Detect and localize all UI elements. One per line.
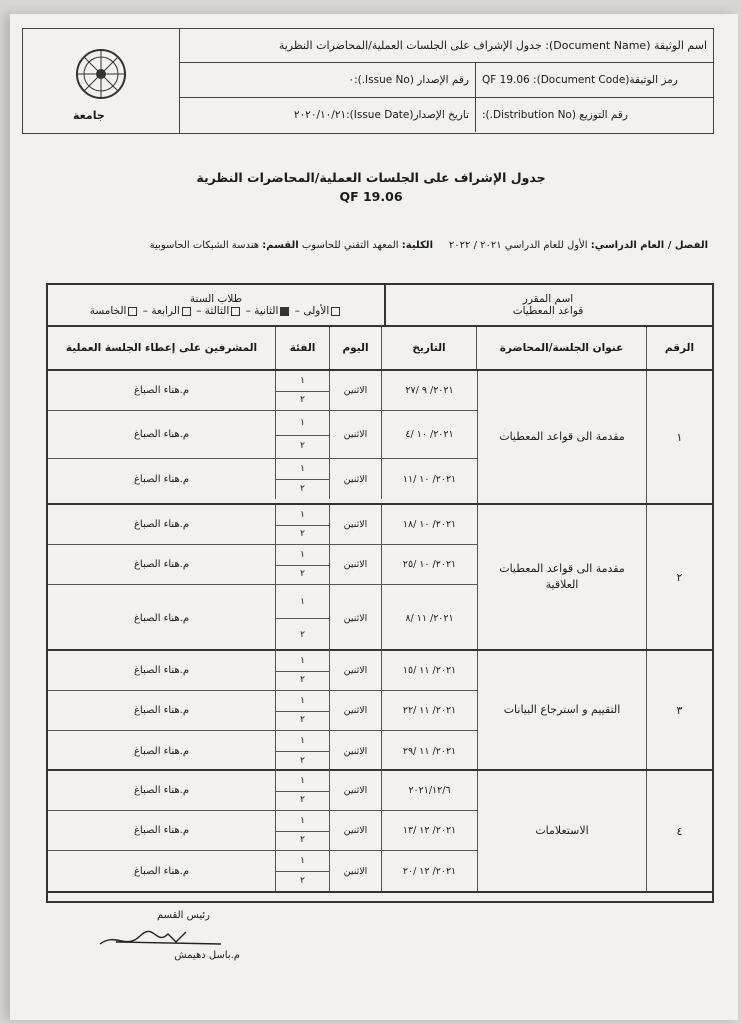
group-1: ١ [276, 731, 329, 752]
col-day: اليوم [330, 327, 382, 369]
day-cell: الاثنين [330, 411, 382, 458]
year-option-label: الثانية [254, 305, 279, 317]
date-cell: ٢٠٢١/ ١٠ /١١ [402, 473, 457, 485]
supervisor-cell: م.هناء الصباغ [48, 771, 276, 810]
checkbox-icon [128, 307, 137, 316]
date-cell: ٢٠٢١/ ١٢ /١٣ [402, 825, 457, 836]
group-1: ١ [276, 691, 329, 712]
separator: – [242, 305, 255, 317]
group-cell [276, 851, 330, 891]
course-cell [384, 285, 712, 325]
year-option-label: الأولى [303, 305, 330, 317]
table-row [48, 585, 477, 651]
date-cell: ٢٠٢١/ ١٠ /٤ [405, 429, 454, 440]
group-cell [276, 771, 330, 810]
year-option-label: الرابعة [151, 305, 180, 317]
table-row [48, 651, 477, 691]
supervisor-cell: م.هناء الصباغ [48, 691, 276, 730]
table-row [48, 811, 477, 851]
group-2: ٢ [300, 395, 305, 406]
dept-label: القسم: [262, 240, 299, 251]
col-group: الفئة [276, 327, 330, 369]
day-cell: الاثنين [330, 811, 382, 850]
day-cell: الاثنين [330, 851, 382, 891]
date-cell: ٢٠٢١/ ١١ /٢٢ [402, 705, 457, 716]
course-info-line [150, 240, 708, 251]
group-2: ٢ [300, 529, 305, 540]
topic-cell: مقدمة الى قواعد المعطيات [477, 371, 647, 503]
group-1: ١ [276, 459, 329, 480]
date-cell: ٢٠٢١/ ١٢ /٢٠ [402, 865, 457, 877]
day-cell: الاثنين [330, 545, 382, 584]
dept-value: هندسة الشبكات الحاسوبية [149, 240, 260, 251]
group-cell [276, 691, 330, 730]
issue-date: تاريخ الإصدار(Issue Date):٢٠٢٠/١٠/٢١ [180, 98, 476, 132]
document-header [22, 28, 714, 134]
checkbox-icon [231, 307, 240, 316]
group-cell [276, 651, 330, 690]
table-row [48, 371, 477, 411]
doc-code: رمز الوثيقة(Document Code): QF 19.06 [482, 74, 678, 86]
year-option-label: الخامسة [89, 305, 127, 317]
group-2: ٢ [300, 569, 305, 580]
col-date: التاريخ [382, 327, 477, 369]
day-cell: الاثنين [330, 371, 382, 410]
year-options [90, 305, 343, 317]
row-number: ٤ [676, 824, 683, 838]
date-cell: ٢٠٢١/ ١٠ /٢٥ [402, 559, 457, 570]
date-cell: ٢٠٢١/ ١١ /٢٩ [402, 745, 457, 757]
supervisor-cell: م.هناء الصباغ [48, 811, 276, 850]
group-2: ٢ [300, 835, 305, 846]
topic-cell: مقدمة الى قواعد المعطيات العلاقية [477, 505, 647, 649]
logo-text: جامعة [73, 109, 105, 122]
separator: – [139, 305, 152, 317]
table-row [48, 545, 477, 585]
college-label: الكلية: [401, 240, 433, 251]
year-option [151, 305, 192, 317]
col-num: الرقم [664, 341, 695, 354]
day-cell: الاثنين [330, 771, 382, 810]
day-cell: الاثنين [330, 585, 382, 651]
distribution-no: رقم التوزيع (Distribution No.): [482, 109, 628, 121]
group-2: ٢ [300, 756, 305, 766]
group-2: ٢ [300, 795, 305, 806]
lecture-block [48, 371, 712, 505]
group-cell [276, 811, 330, 850]
group-cell [276, 731, 330, 771]
separator: – [192, 305, 205, 317]
topic-cell: التقييم و استرجاع البيانات [477, 651, 647, 769]
group-cell [276, 371, 330, 410]
group-1: ١ [276, 851, 329, 872]
supervisor-cell: م.هناء الصباغ [48, 459, 276, 499]
separator: – [291, 305, 304, 317]
table-row [48, 505, 477, 545]
table-row [48, 771, 477, 811]
doc-code-row [180, 63, 713, 98]
group-1: ١ [276, 545, 329, 566]
course-value: قواعد المعطيات [512, 305, 584, 317]
group-1: ١ [276, 371, 329, 392]
signature-title: رئيس القسم [156, 910, 210, 921]
table-top-info [48, 285, 712, 327]
group-cell [276, 411, 330, 458]
semester-label: الفصل / العام الدراسي: [590, 240, 708, 251]
year-option [254, 305, 291, 317]
supervisor-cell: م.هناء الصباغ [48, 651, 276, 690]
group-2: ٢ [300, 715, 305, 726]
supervisor-cell: م.هناء الصباغ [48, 411, 276, 458]
students-label: طلاب السنة [189, 293, 243, 305]
year-option-label: الثالثة [204, 305, 230, 317]
page-title: جدول الإشراف على الجلسات العملية/المحاضرات النظرية [196, 170, 546, 185]
supervisor-cell: م.هناء الصباغ [48, 371, 276, 410]
col-supervisors: المشرفين على إعطاء الجلسة العملية [48, 327, 276, 369]
university-seal-icon [69, 46, 133, 116]
table-row [48, 459, 477, 499]
course-label: اسم المقرر [522, 293, 574, 305]
group-2: ٢ [300, 629, 305, 640]
group-cell [276, 459, 330, 499]
students-cell [48, 285, 386, 325]
group-cell [276, 545, 330, 584]
day-cell: الاثنين [330, 691, 382, 730]
group-1: ١ [276, 811, 329, 832]
table-row [48, 411, 477, 459]
group-2: ٢ [300, 675, 305, 686]
group-1: ١ [276, 651, 329, 672]
column-headers [48, 327, 712, 371]
group-1: ١ [276, 411, 329, 436]
row-number: ١ [676, 430, 683, 444]
day-cell: الاثنين [330, 731, 382, 771]
supervisor-cell: م.هناء الصباغ [48, 545, 276, 584]
group-2: ٢ [300, 441, 305, 452]
day-cell: الاثنين [330, 505, 382, 544]
lecture-block [48, 771, 712, 893]
day-cell: الاثنين [330, 651, 382, 690]
topic-cell: الاستعلامات [477, 771, 647, 891]
handwritten-signature [96, 922, 226, 952]
col-topic: عنوان الجلسة/المحاضرة [477, 327, 647, 369]
lecture-block [48, 651, 712, 771]
date-cell: ٢٠٢١/ ٩ /٢٧ [405, 385, 454, 396]
group-1: ١ [276, 585, 329, 619]
date-cell: ٢٠٢١/ ١٠ /١٨ [402, 519, 457, 530]
checkbox-icon [331, 307, 340, 316]
group-cell [276, 585, 330, 651]
date-cell: ٢٠٢١/ ١١ /٨ [405, 612, 454, 624]
group-2: ٢ [300, 876, 305, 886]
issue-no: رقم الإصدار (Issue No.):٠ [180, 63, 476, 97]
group-2: ٢ [300, 484, 305, 494]
group-cell [276, 505, 330, 544]
supervisor-cell: م.هناء الصباغ [48, 505, 276, 544]
checkbox-icon [280, 307, 289, 316]
date-cell: ٢٠٢١/١٢/٦ [408, 785, 451, 796]
schedule-table [46, 283, 714, 903]
year-option [205, 305, 242, 317]
distribution-row [180, 98, 713, 132]
row-number: ٢ [676, 570, 683, 584]
college-value: المعهد التقني للحاسوب [301, 240, 399, 251]
day-cell: الاثنين [330, 459, 382, 499]
table-row [48, 731, 477, 771]
year-option [303, 305, 342, 317]
group-1: ١ [276, 771, 329, 792]
logo [23, 29, 180, 133]
table-row [48, 691, 477, 731]
lecture-block [48, 505, 712, 651]
checkbox-icon [182, 307, 191, 316]
doc-name: اسم الوثيقة (Document Name): جدول الإشراف على الجلسات العملية/المحاضرات النظرية [278, 39, 707, 52]
row-number: ٣ [676, 703, 683, 717]
supervisor-cell: م.هناء الصباغ [48, 851, 276, 891]
group-1: ١ [276, 505, 329, 526]
signature-name: م.باسل دهيمش [174, 950, 240, 961]
semester-value: الأول للعام الدراسي ٢٠٢١ / ٢٠٢٢ [448, 240, 588, 251]
year-option [90, 305, 140, 317]
table-row [48, 851, 477, 891]
form-code: QF 19.06 [339, 189, 403, 204]
supervisor-cell: م.هناء الصباغ [48, 585, 276, 651]
supervisor-cell: م.هناء الصباغ [48, 731, 276, 771]
doc-name-row [180, 29, 713, 63]
date-cell: ٢٠٢١/ ١١ /١٥ [402, 665, 457, 676]
